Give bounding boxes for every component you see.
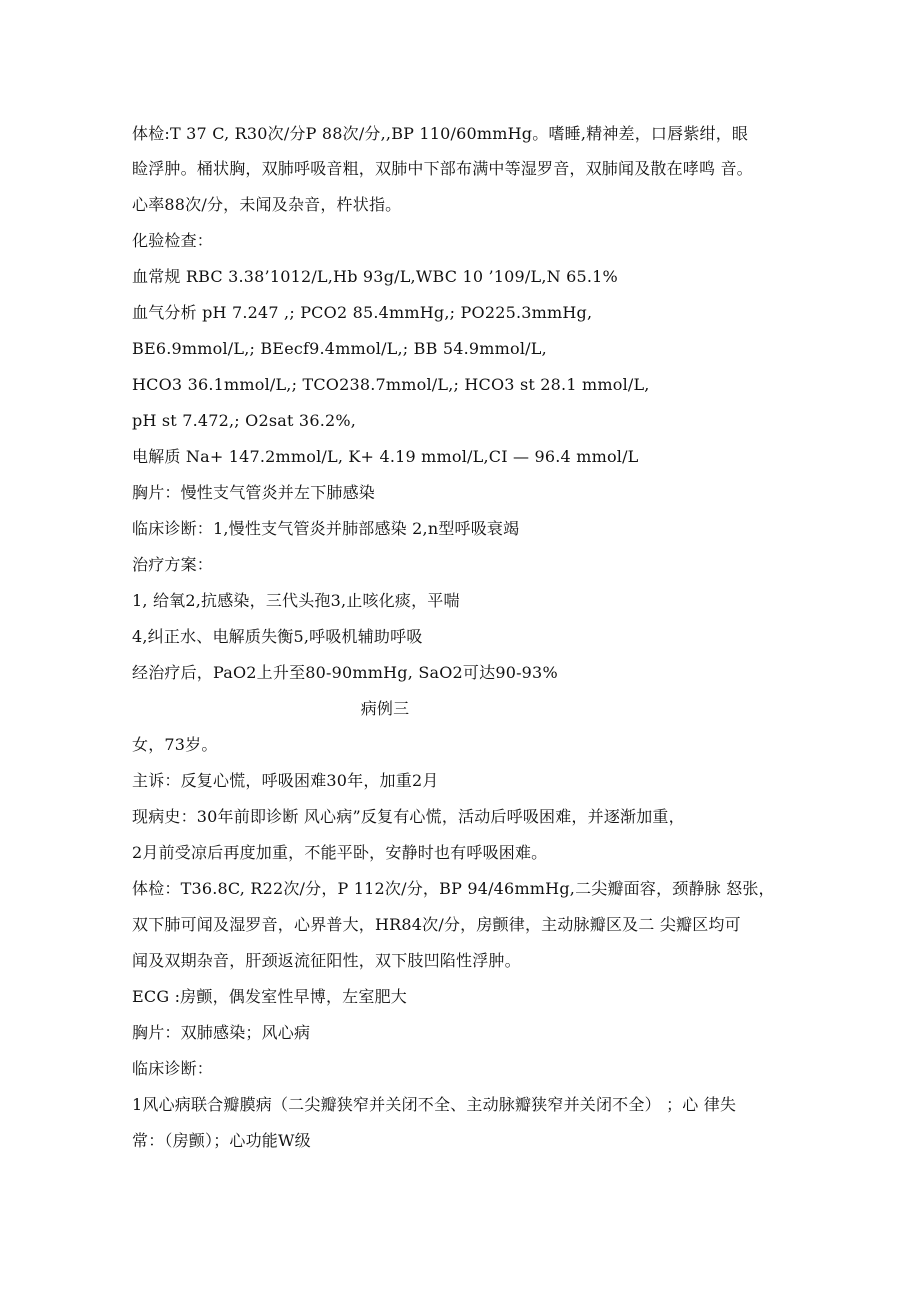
text-line-history-2: 2月前受凉后再度加重，不能平卧，安静时也有呼吸困难。 [132,843,548,862]
text-line-ecg: ECG :房颤，偶发室性早博，左室肥大 [132,987,407,1006]
text-line-blood-gas-4: pH st 7.472,; O2sat 36.2%, [132,411,357,430]
text-line-blood-gas-3: HCO3 36.1mmol/L,; TCO238.7mmol/L,; HCO3 st 28.1 mmol/L, [132,375,650,394]
text-line-outcome: 经治疗后，PaO2上升至80-90mmHg, SaO2可达90-93% [132,663,558,682]
text-line-history-1: 现病史：30年前即诊断 风心病”反复有心慌，活动后呼吸困难，并逐渐加重， [132,807,685,826]
text-line-treatment-heading: 治疗方案： [132,555,214,574]
text-line-patient: 女，73岁。 [132,735,218,754]
text-line-electrolytes: 电解质 Na+ 147.2mmol/L, K+ 4.19 mmol/L,CI — 96.4 mmol/L [132,447,639,466]
text-line-treatment-1: 1, 给氧2,抗感染，三代头孢3,止咳化痰，平喘 [132,591,460,610]
text-line-complaint: 主诉：反复心慌，呼吸困难30年，加重2月 [132,771,439,790]
text-line-chest-xray: 胸片：慢性支气管炎并左下肺感染 [132,483,376,502]
text-line-lab-heading: 化验检查： [132,231,214,250]
text-line-diagnosis-2-1: 1风心病联合瓣膜病（二尖瓣狭窄并关闭不全、主动脉瓣狭窄并关闭不全） ；心 律失 [132,1095,737,1114]
text-line-treatment-2: 4,纠正水、电解质失衡5,呼吸机辅助呼吸 [132,627,423,646]
section-title-case-three: 病例三 [360,699,410,718]
text-line-exam-heart: 心率88次/分，未闻及杂音，杵状指。 [132,195,402,214]
text-line-exam-chest: 睑浮肿。桶状胸，双肺呼吸音粗，双肺中下部布满中等湿罗音，双肺闻及散在哮鸣 音。 [132,159,753,178]
text-line-blood-gas-1: 血气分析 pH 7.247 ,; PCO2 85.4mmHg,; PO225.3mmHg, [132,303,593,322]
text-line-chest-xray-2: 胸片：双肺感染；风心病 [132,1023,311,1042]
text-line-diagnosis: 临床诊断：1,慢性支气管炎并肺部感染 2,n型呼吸衰竭 [132,519,520,538]
text-line-diagnosis-heading: 临床诊断： [132,1059,214,1078]
text-line-diagnosis-2-2: 常：（房颤）；心功能W级 [132,1131,311,1150]
text-line-exam2-2: 双下肺可闻及湿罗音，心界普大，HR84次/分，房颤律，主动脉瓣区及二 尖瓣区均可 [132,915,741,934]
text-line-blood-gas-2: BE6.9mmol/L,; BEecf9.4mmol/L,; BB 54.9mmol/L, [132,339,547,358]
text-line-exam2-3: 闻及双期杂音，肝颈返流征阳性，双下肢凹陷性浮肿。 [132,951,521,970]
text-line-blood-routine: 血常规 RBC 3.38’1012/L,Hb 93g/L,WBC 10 ’109/L,N 65.1% [132,267,618,286]
text-line-exam-vitals: 体检:T 37 C, R30次/分P 88次/分,,BP 110/60mmHg。嗜睡,精神差，口唇紫绀，眼 [132,124,749,143]
text-line-exam2-1: 体检：T36.8C, R22次/分，P 112次/分，BP 94/46mmHg,二尖瓣面容，颈静脉 怒张， [132,879,775,898]
